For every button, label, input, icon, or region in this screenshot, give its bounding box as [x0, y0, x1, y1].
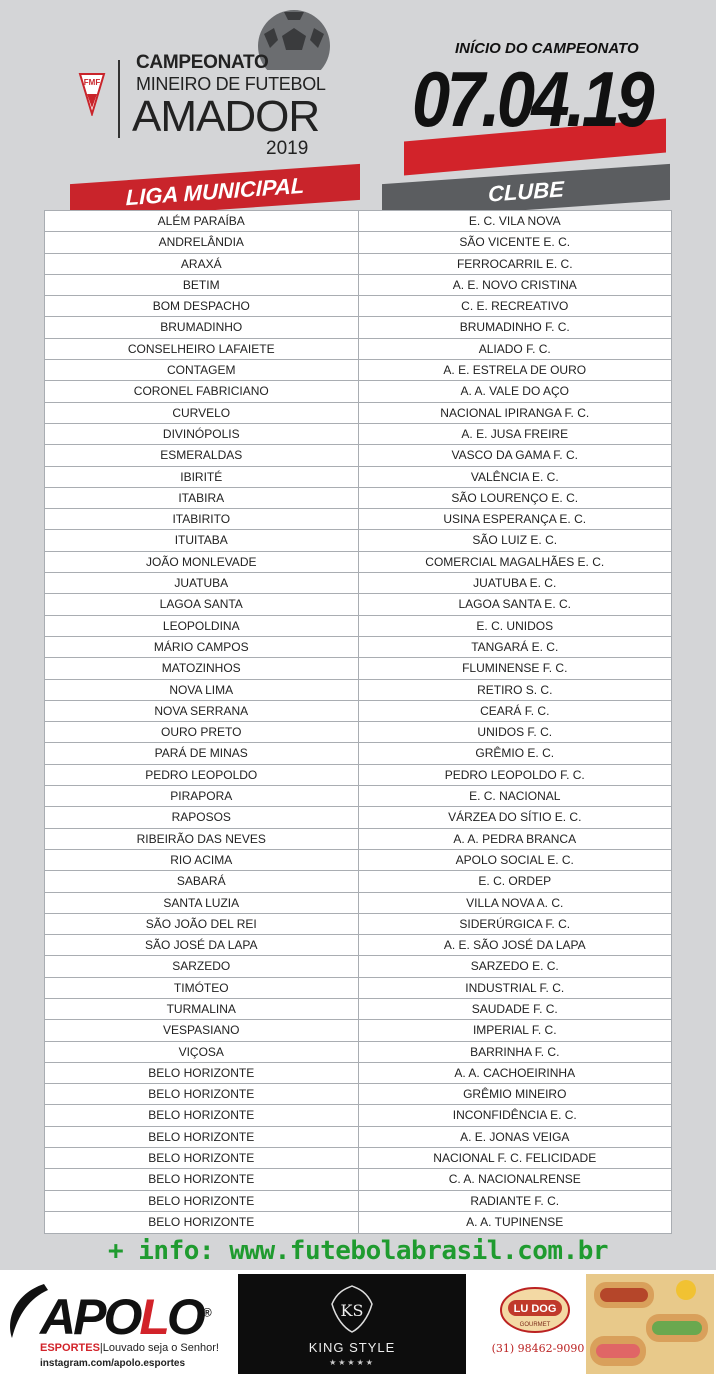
clube-cell: E. C. NACIONAL — [469, 789, 561, 804]
title-line2: MINEIRO DE FUTEBOL — [136, 74, 326, 94]
liga-cell: DIVINÓPOLIS — [45, 424, 359, 444]
liga-cell: ALÉM PARAÍBA — [45, 211, 359, 231]
liga-cell: SÃO JOSÉ DA LAPA — [45, 935, 359, 955]
liga-cell: ARAXÁ — [45, 254, 359, 274]
clube-cell: APOLO SOCIAL E. C. — [455, 852, 574, 867]
king-style-monogram: KS — [340, 1301, 364, 1320]
clube-cell: ALIADO F. C. — [478, 341, 551, 356]
liga-cell: ANDRELÂNDIA — [45, 232, 359, 252]
liga-cell: SANTA LUZIA — [45, 893, 359, 913]
table-row — [45, 914, 671, 935]
column-header-liga: LIGA MUNICIPAL — [70, 164, 360, 220]
liga-cell: SABARÁ — [45, 871, 359, 891]
liga-cell: ITABIRA — [45, 488, 359, 508]
king-style-name: KING STYLE — [308, 1340, 396, 1355]
table-row — [45, 999, 671, 1020]
liga-cell: BELO HORIZONTE — [45, 1191, 359, 1211]
clube-cell: LAGOA SANTA E. C. — [458, 597, 571, 612]
liga-cell: LAGOA SANTA — [45, 594, 359, 614]
table-row — [45, 552, 671, 573]
liga-cell: CURVELO — [45, 403, 359, 423]
liga-cell: TURMALINA — [45, 999, 359, 1019]
king-style-emblem-icon — [328, 1284, 376, 1334]
table-row — [45, 317, 671, 338]
start-date: 07.04.19 — [412, 55, 652, 143]
liga-cell: TIMÓTEO — [45, 978, 359, 998]
table-row — [45, 254, 671, 275]
clube-cell: E. C. VILA NOVA — [468, 214, 561, 228]
table-row — [45, 530, 671, 551]
clube-cell: SARZEDO E. C. — [470, 959, 559, 974]
sponsors-bar — [0, 1270, 716, 1380]
clube-cell: E. C. ORDEP — [478, 874, 552, 889]
liga-cell: JUATUBA — [45, 573, 359, 593]
table-row — [45, 211, 671, 232]
liga-cell: BELO HORIZONTE — [45, 1169, 359, 1189]
liga-cell: VIÇOSA — [45, 1042, 359, 1062]
title-line1: CAMPEONATO — [136, 52, 269, 73]
clube-cell: RETIRO S. C. — [477, 682, 553, 697]
table-row — [45, 467, 671, 488]
clube-cell: SÃO VICENTE E. C. — [459, 235, 571, 250]
apolo-name: APOLO® — [40, 1289, 209, 1345]
clube-cell: USINA ESPERANÇA E. C. — [443, 512, 587, 527]
king-style-logo — [238, 1274, 466, 1374]
start-label: INÍCIO DO CAMPEONATO — [455, 40, 639, 57]
liga-cell: BELO HORIZONTE — [45, 1105, 359, 1125]
liga-cell: BOM DESPACHO — [45, 296, 359, 316]
table-row — [45, 339, 671, 360]
liga-cell: BELO HORIZONTE — [45, 1127, 359, 1147]
liga-cell: RIO ACIMA — [45, 850, 359, 870]
liga-cell: PIRAPORA — [45, 786, 359, 806]
clube-cell: SIDERÚRGICA F. C. — [459, 916, 571, 931]
lu-dog-name: LU DOG — [513, 1303, 557, 1315]
table-row — [45, 232, 671, 253]
title-divider — [118, 60, 120, 138]
liga-cell: BRUMADINHO — [45, 317, 359, 337]
table-row — [45, 573, 671, 594]
table-row — [45, 296, 671, 317]
liga-cell: CONSELHEIRO LAFAIETE — [45, 339, 359, 359]
clube-cell: IMPERIAL F. C. — [472, 1023, 557, 1038]
clube-cell: COMERCIAL MAGALHÃES E. C. — [425, 554, 605, 569]
clube-cell: A. A. TUPINENSE — [466, 1214, 564, 1229]
fmf-shield-icon — [78, 72, 106, 116]
table-row — [45, 488, 671, 509]
clube-cell: C. A. NACIONALRENSE — [448, 1172, 581, 1187]
clube-cell: INDUSTRIAL F. C. — [465, 980, 565, 995]
clube-cell: FLUMINENSE F. C. — [462, 661, 568, 676]
table-row — [45, 360, 671, 381]
table-row — [45, 445, 671, 466]
hotdog-badge-icon — [498, 1284, 572, 1334]
lu-dog-sub: GOURMET — [519, 1322, 551, 1328]
clube-cell: JUATUBA E. C. — [473, 576, 557, 591]
clube-cell: PEDRO LEOPOLDO F. C. — [444, 767, 585, 782]
table-row — [45, 978, 671, 999]
table-row — [45, 509, 671, 530]
clube-cell: A. E. JONAS VEIGA — [460, 1129, 570, 1144]
table-row — [45, 1084, 671, 1105]
table-row — [45, 424, 671, 445]
clube-cell: GRÊMIO MINEIRO — [463, 1087, 567, 1102]
apolo-tagline: ESPORTES|Louvado seja o Senhor! — [40, 1342, 219, 1354]
king-style-stars: ★★★★★ — [329, 1358, 375, 1367]
food-photo-icon — [586, 1274, 714, 1374]
table-row — [45, 1148, 671, 1169]
clube-cell: VALÊNCIA E. C. — [470, 469, 559, 484]
table-row — [45, 786, 671, 807]
liga-cell: VESPASIANO — [45, 1020, 359, 1040]
table-row — [45, 1212, 671, 1233]
clube-cell: A. E. SÃO JOSÉ DA LAPA — [443, 938, 586, 953]
clube-cell: TANGARÁ E. C. — [471, 639, 559, 654]
clube-cell: NACIONAL F. C. FELICIDADE — [433, 1151, 597, 1166]
clube-cell: A. E. JUSA FREIRE — [461, 426, 569, 441]
lu-dog-phone: (31) 98462-9090 — [491, 1342, 585, 1355]
clube-cell: SÃO LOURENÇO E. C. — [451, 490, 579, 505]
clube-cell: BRUMADINHO F. C. — [459, 320, 570, 335]
clube-cell: A. A. VALE DO AÇO — [460, 384, 569, 399]
table-row — [45, 893, 671, 914]
liga-cell: BETIM — [45, 275, 359, 295]
column-header-clube: CLUBE — [382, 164, 670, 220]
table-row — [45, 935, 671, 956]
liga-cell: MÁRIO CAMPOS — [45, 637, 359, 657]
clube-cell: A. E. ESTRELA DE OURO — [443, 363, 587, 378]
table-row — [45, 1063, 671, 1084]
table-row — [45, 637, 671, 658]
clube-cell: E. C. UNIDOS — [476, 618, 554, 633]
table-row — [45, 403, 671, 424]
clube-cell: RADIANTE F. C. — [470, 1193, 560, 1208]
liga-cell: MATOZINHOS — [45, 658, 359, 678]
liga-cell: BELO HORIZONTE — [45, 1063, 359, 1083]
table-row — [45, 1020, 671, 1041]
table-row — [45, 1169, 671, 1190]
table-row — [45, 275, 671, 296]
liga-cell: ITUITABA — [45, 530, 359, 550]
table-row — [45, 1127, 671, 1148]
fmf-badge-text: FMF — [83, 78, 101, 87]
liga-cell: LEOPOLDINA — [45, 616, 359, 636]
table-row — [45, 743, 671, 764]
title-year: 2019 — [266, 138, 309, 159]
clube-cell: VÁRZEA DO SÍTIO E. C. — [448, 810, 582, 825]
table-row — [45, 594, 671, 615]
liga-cell: PEDRO LEOPOLDO — [45, 765, 359, 785]
liga-cell: SARZEDO — [45, 956, 359, 976]
table-row — [45, 765, 671, 786]
clube-cell: VILLA NOVA A. C. — [466, 895, 564, 910]
table-row — [45, 871, 671, 892]
liga-cell: RIBEIRÃO DAS NEVES — [45, 829, 359, 849]
header — [0, 0, 716, 210]
clube-cell: UNIDOS F. C. — [477, 725, 553, 740]
table-row — [45, 807, 671, 828]
liga-cell: SÃO JOÃO DEL REI — [45, 914, 359, 934]
liga-cell: BELO HORIZONTE — [45, 1148, 359, 1168]
clube-cell: GRÊMIO E. C. — [475, 746, 555, 761]
table-row — [45, 722, 671, 743]
clube-cell: A. A. PEDRA BRANCA — [453, 831, 577, 846]
clube-cell: SAUDADE F. C. — [471, 1001, 558, 1016]
table-row — [45, 680, 671, 701]
apolo-logo — [4, 1270, 230, 1378]
liga-cell: PARÁ DE MINAS — [45, 743, 359, 763]
info-link[interactable]: + info: www.futebolabrasil.com.br — [107, 1236, 609, 1266]
table-row — [45, 829, 671, 850]
table-row — [45, 1105, 671, 1126]
clube-cell: C. E. RECREATIVO — [461, 299, 569, 314]
clube-cell: CEARÁ F. C. — [480, 703, 550, 718]
apolo-instagram: instagram.com/apolo.esportes — [40, 1358, 186, 1369]
clube-cell: FERROCARRIL E. C. — [456, 256, 573, 271]
clube-cell: BARRINHA F. C. — [470, 1044, 560, 1059]
clube-cell: INCONFIDÊNCIA E. C. — [452, 1108, 577, 1123]
clube-cell: SÃO LUIZ E. C. — [472, 533, 558, 548]
liga-cell: ITABIRITO — [45, 509, 359, 529]
clube-cell: A. A. CACHOEIRINHA — [454, 1065, 576, 1080]
liga-cell: NOVA LIMA — [45, 680, 359, 700]
liga-cell: RAPOSOS — [45, 807, 359, 827]
liga-cell: OURO PRETO — [45, 722, 359, 742]
clube-cell: NACIONAL IPIRANGA F. C. — [440, 405, 590, 420]
liga-cell: CORONEL FABRICIANO — [45, 381, 359, 401]
liga-cell: BELO HORIZONTE — [45, 1212, 359, 1233]
liga-cell: IBIRITÉ — [45, 467, 359, 487]
liga-cell: ESMERALDAS — [45, 445, 359, 465]
table-row — [45, 658, 671, 679]
table-row — [45, 701, 671, 722]
title-line3: AMADOR — [132, 92, 320, 141]
lu-dog-logo — [490, 1274, 585, 1374]
liga-cell: NOVA SERRANA — [45, 701, 359, 721]
liga-cell: CONTAGEM — [45, 360, 359, 380]
liga-cell: JOÃO MONLEVADE — [45, 552, 359, 572]
table-row — [45, 956, 671, 977]
table-row — [45, 381, 671, 402]
clubs-table — [44, 210, 672, 1234]
table-row — [45, 1042, 671, 1063]
table-row — [45, 616, 671, 637]
liga-cell: BELO HORIZONTE — [45, 1084, 359, 1104]
clube-cell: VASCO DA GAMA F. C. — [451, 448, 578, 463]
table-row — [45, 850, 671, 871]
clube-cell: A. E. NOVO CRISTINA — [452, 277, 577, 292]
table-row — [45, 1191, 671, 1212]
